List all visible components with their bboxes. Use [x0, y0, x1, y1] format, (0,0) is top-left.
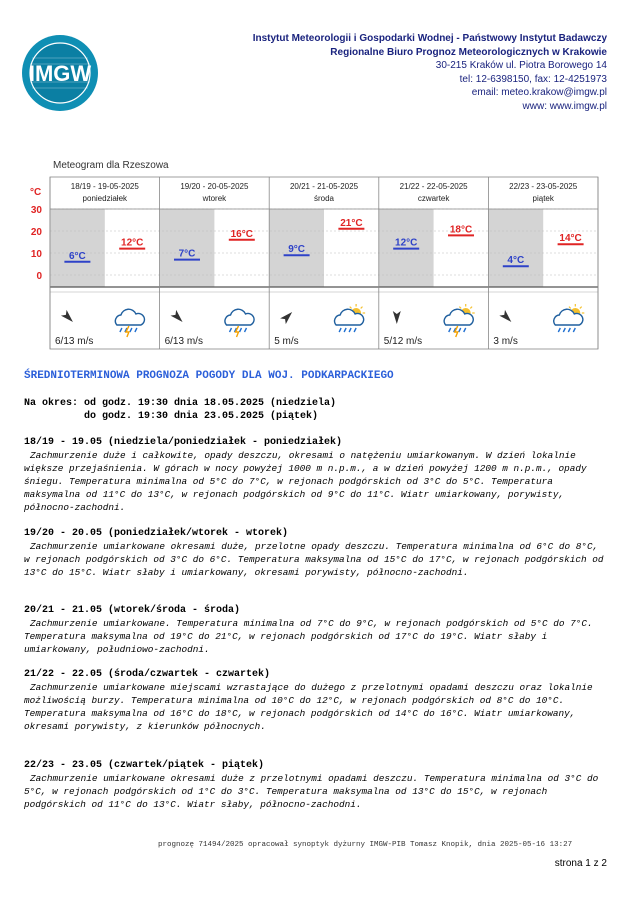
max-temp-label: 12°C	[121, 237, 144, 249]
day-name-label: wtorek	[202, 194, 227, 203]
wind-speed-label: 3 m/s	[493, 336, 518, 347]
forecast-title: ŚREDNIOTERMINOWA PROGNOZA POGODY DLA WOJ. PODKARPACKIEGO	[24, 370, 394, 382]
forecast-section-5	[24, 759, 606, 811]
day-range-label: 21/22 - 22-05-2025	[399, 182, 468, 191]
min-temp-label: 4°C	[507, 255, 525, 267]
day-name-label: czwartek	[417, 194, 450, 203]
header-phone: tel: 12-6398150, fax: 12-4251973	[459, 73, 607, 85]
min-temp-label: 7°C	[178, 248, 196, 260]
day-range-label: 18/19 - 19-05-2025	[70, 182, 139, 191]
day-name-label: poniedziałek	[82, 194, 128, 203]
max-temp-label: 18°C	[449, 224, 473, 236]
section-text: Zachmurzenie umiarkowane miejscami wzrastające do dużego z przelotnymi opadami deszczu oraz lokalnie możliwością burzy. Temperatura minimalna od 10°C do 12°C, w rejonach podgórskich od 8°C do 10°C. Temperatura maksymalna od 16°C do 18°C, w rejonach podgórskich od 14°C do 16°C. Wiatr umiarkowany, okresami porywisty, z kierunków północnych.	[24, 682, 593, 733]
y-tick-label: 10	[30, 249, 42, 260]
y-tick-label: 20	[30, 227, 42, 238]
day-name-label: piątek	[532, 194, 554, 203]
section-heading: 20/21 - 21.05 (wtorek/środa - środa)	[24, 605, 241, 616]
institute-header	[253, 32, 607, 114]
section-heading: 19/20 - 20.05 (poniedziałek/wtorek - wtorek)	[24, 528, 289, 539]
imgw-logo	[18, 28, 102, 118]
section-text: Zachmurzenie duże i całkowite, opady deszczu, okresami o natężeniu umiarkowanym. W dzień lokalnie większe przejaśnienia. W górach w nocy powyżej 1000 m n.p.m., a w dzień powyżej 1200 m n.p.m., opady śniegu. Temperatura minimalna od 5°C do 7°C, w rejonach podgórskich od 3°C do 5°C. Temperatura maksymalna od 11°C do 13°C, w rejonach podgórskich od 9°C do 11°C. Wiatr umiarkowany, porywisty, północno-zachodni.	[24, 450, 587, 514]
logo-text: IMGW	[28, 61, 92, 86]
wind-speed-label: 5/12 m/s	[383, 336, 423, 347]
forecast-section-1	[24, 436, 606, 515]
day-range-label: 20/21 - 21-05-2025	[289, 182, 359, 191]
meteogram	[22, 171, 602, 351]
period-to: do godz. 19:30 dnia 23.05.2025 (piątek)	[24, 410, 319, 422]
min-temp-label: 12°C	[395, 237, 418, 249]
header-office: Regionalne Biuro Prognoz Meteorologicznych w Krakowie	[330, 46, 607, 58]
header-email[interactable]: email: meteo.krakow@imgw.pl	[471, 87, 607, 99]
y-tick-label: 0	[36, 271, 42, 282]
max-temp-label: 14°C	[559, 233, 582, 245]
section-text: Zachmurzenie umiarkowane okresami duże, przelotne opady deszczu. Temperatura minimalna od 6°C do 8°C, w rejonach podgórskich od 3°C do 6°C. Temperatura maksymalna od 15°C do 17°C, w rejonach podgórskich od 13°C do 15°C. Wiatr słaby i umiarkowany, okresami porywisty, północno-zachodni.	[24, 541, 604, 579]
header-www[interactable]: www: www.imgw.pl	[522, 100, 607, 112]
y-tick-label: 30	[30, 205, 42, 216]
unit-label: °C	[30, 187, 42, 198]
meteogram-svg	[22, 171, 602, 351]
section-heading: 21/22 - 22.05 (środa/czwartek - czwartek)	[24, 669, 271, 680]
forecast-section-3	[24, 604, 606, 656]
meteogram-title: Meteogram dla Rzeszowa	[53, 160, 169, 171]
wind-speed-label: 5 m/s	[274, 336, 299, 347]
max-temp-label: 21°C	[340, 217, 363, 229]
min-temp-label: 6°C	[69, 250, 86, 262]
period-from: Na okres: od godz. 19:30 dnia 18.05.2025 (niedziela)	[24, 398, 337, 409]
max-temp-label: 16°C	[230, 228, 253, 240]
section-text: Zachmurzenie umiarkowane okresami duże z przelotnymi opadami deszczu. Temperatura minimalna od 3°C do 5°C, w rejonach podgórskich od 1°C do 3°C. Temperatura maksymalna od 13°C do 15°C, w rejonach podgórskich od 11°C do 13°C. Wiatr słaby, północno-zachodni.	[24, 773, 599, 811]
day-range-label: 19/20 - 20-05-2025	[180, 182, 249, 191]
wind-speed-label: 6/13 m/s	[164, 336, 203, 347]
min-temp-label: 9°C	[288, 244, 305, 256]
section-heading: 22/23 - 23.05 (czwartek/piątek - piątek)	[24, 760, 265, 771]
wind-speed-label: 6/13 m/s	[55, 336, 94, 347]
forecast-period	[24, 398, 336, 423]
author-footer: prognozę 71494/2025 opracował synoptyk dyżurny IMGW-PIB Tomasz Knopik, dnia 2025-05-16 13:27	[158, 841, 573, 849]
header-address: 30-215 Kraków ul. Piotra Borowego 14	[435, 60, 607, 72]
forecast-section-4	[24, 668, 606, 733]
day-range-label: 22/23 - 23-05-2025	[509, 182, 578, 191]
page-number: strona 1 z 2	[554, 858, 607, 869]
section-text: Zachmurzenie umiarkowane. Temperatura minimalna od 7°C do 9°C, w rejonach podgórskich od 5°C do 7°C. Temperatura maksymalna od 19°C do 21°C, w rejonach podgórskich od 17°C do 19°C. Wiatr słaby i umiarkowany, południowo-zachodni.	[24, 618, 593, 656]
section-heading: 18/19 - 19.05 (niedziela/poniedziałek - poniedziałek)	[24, 437, 343, 448]
forecast-section-2	[24, 527, 606, 579]
header-institute: Instytut Meteorologii i Gospodarki Wodnej - Państwowy Instytut Badawczy	[252, 33, 607, 44]
day-name-label: środa	[313, 194, 335, 203]
